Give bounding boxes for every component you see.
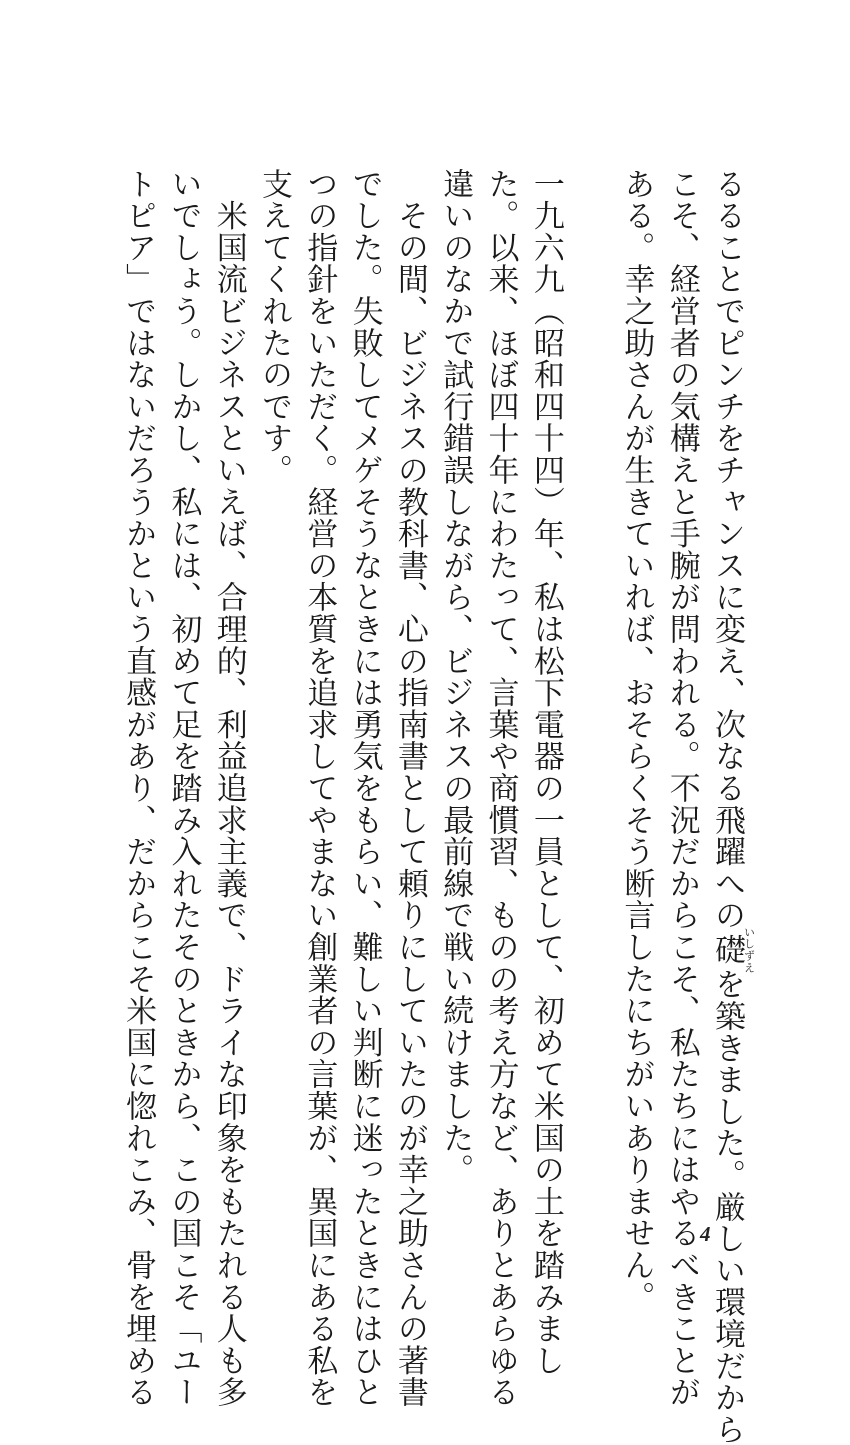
text-line-10: 支えてくれたのです。 bbox=[256, 168, 293, 486]
text-line-1: るることでピンチをチャンスに変え、次なる飛躍への礎いしずえを築きました。厳しい環境だから bbox=[709, 168, 756, 1445]
vertical-text-block bbox=[115, 168, 756, 1445]
ruby-annotation: 礎いしずえ bbox=[709, 926, 756, 974]
text-line-9: つの指針をいただく。経営の本質を追求してやまない創業者の言葉が、異国にある私を bbox=[301, 168, 338, 1409]
text-line-13: トピア」ではないだろうかという直感があり、だからこそ米国に惚れこみ、骨を埋める bbox=[120, 168, 157, 1409]
text-line-12: いでしょう。しかし、私には、初めて足を踏み入れたそのときから、この国こそ「ユー bbox=[165, 168, 202, 1409]
text-line-4: 一九六九（昭和四十四）年、私は松下電器の一員として、初めて米国の土を踏みまし bbox=[527, 168, 564, 1377]
text-line-5: た。以来、ほぼ四十年にわたって、言葉や商慣習、ものの考え方など、ありとあらゆる bbox=[482, 168, 519, 1409]
text-line-7: その間、ビジネスの教科書、心の指南書として頼りにしていたのが幸之助さんの著書 bbox=[391, 168, 428, 1409]
text-line-8: でした。失敗してメゲそうなときには勇気をもらい、難しい判断に迷ったときにはひと bbox=[346, 168, 383, 1409]
text-line-6: 違いのなかで試行錯誤しながら、ビジネスの最前線で戦い続けました。 bbox=[437, 168, 474, 1186]
text-line-2: こそ、経営者の気構えと手腕が問われる。不況だからこそ、私たちにはやるべきことが bbox=[663, 168, 700, 1409]
paragraph-gap bbox=[568, 168, 613, 1208]
page-number: 4 bbox=[700, 1222, 711, 1246]
text-line-11: 米国流ビジネスといえば、合理的、利益追求主義で、ドライな印象をもたれる人も多 bbox=[210, 168, 247, 1409]
text-line-3: ある。幸之助さんが生きていれば、おそらくそう断言したにちがいありません。 bbox=[618, 168, 655, 1313]
